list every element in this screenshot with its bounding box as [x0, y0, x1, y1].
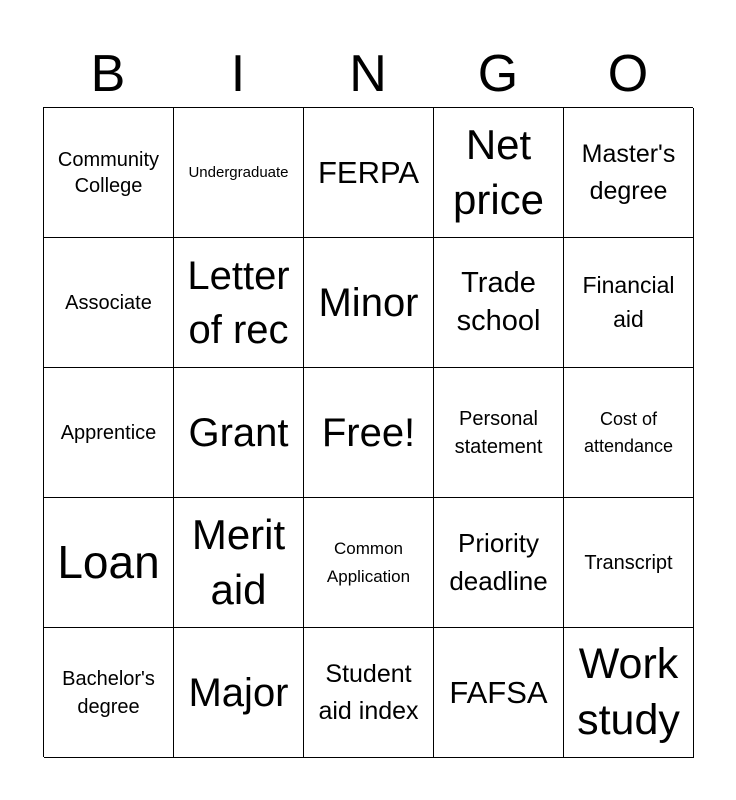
cell-text: Transcript: [584, 551, 673, 574]
bingo-cell-r4c4[interactable]: [434, 498, 564, 628]
cell-text: Minor: [318, 280, 419, 325]
header-letter-o: O: [607, 45, 649, 103]
bingo-cell-r3c2[interactable]: [174, 368, 304, 498]
header-letter-n: N: [349, 45, 387, 103]
cell-text: Net price: [452, 120, 545, 223]
cell-text: Work study: [577, 639, 680, 744]
bingo-cell-r5c2[interactable]: [174, 628, 304, 758]
bingo-cell-r4c1[interactable]: [44, 498, 174, 628]
header-letter-i: I: [230, 45, 246, 103]
bingo-cell-r4c5[interactable]: [564, 498, 694, 628]
cell-text: FAFSA: [449, 674, 548, 710]
cell-text: Financial aid: [582, 272, 675, 332]
bingo-cell-r4c3[interactable]: [304, 498, 434, 628]
bingo-cell-r1c2[interactable]: [174, 108, 304, 238]
bingo-cell-r1c3[interactable]: [304, 108, 434, 238]
bingo-cell-r2c2[interactable]: [174, 238, 304, 368]
bingo-cell-r2c1[interactable]: [44, 238, 174, 368]
cell-text: Undergraduate: [188, 163, 289, 181]
cell-text: Apprentice: [60, 421, 157, 444]
bingo-cell-r2c4[interactable]: [434, 238, 564, 368]
bingo-cell-r1c1[interactable]: [44, 108, 174, 238]
bingo-cell-r3c5[interactable]: [564, 368, 694, 498]
bingo-cell-r3c1[interactable]: [44, 368, 174, 498]
cell-text: FERPA: [317, 154, 420, 190]
cell-text: Community College: [57, 148, 160, 197]
cell-text: Merit aid: [191, 510, 286, 613]
cell-text: Priority deadline: [449, 527, 548, 596]
cell-text: Major: [188, 670, 289, 715]
bingo-cell-r3c3[interactable]: [304, 368, 434, 498]
cell-text: Letter of rec: [187, 253, 290, 352]
cell-text: Trade school: [456, 266, 541, 337]
cell-text: Associate: [65, 291, 152, 314]
bingo-cell-r1c4[interactable]: [434, 108, 564, 238]
cell-text: Loan: [57, 535, 160, 588]
header-letter-b: B: [90, 45, 126, 103]
bingo-cell-r1c5[interactable]: [564, 108, 694, 238]
cell-text: Personal statement: [454, 407, 543, 458]
bingo-cell-r2c5[interactable]: [564, 238, 694, 368]
bingo-cell-r4c2[interactable]: [174, 498, 304, 628]
bingo-cell-r5c4[interactable]: [434, 628, 564, 758]
cell-text: Cost of attendance: [583, 408, 674, 456]
cell-text: Common Application: [326, 539, 411, 586]
header-letter-g: G: [477, 45, 519, 103]
bingo-header: [43, 40, 693, 108]
bingo-board: [43, 107, 693, 757]
cell-text: Bachelor's degree: [62, 667, 155, 718]
bingo-cell-r5c1[interactable]: [44, 628, 174, 758]
cell-text: Master's degree: [581, 140, 676, 205]
bingo-cell-r5c3[interactable]: [304, 628, 434, 758]
bingo-cell-r3c4[interactable]: [434, 368, 564, 498]
bingo-cell-r2c3[interactable]: [304, 238, 434, 368]
cell-text: Free!: [321, 410, 416, 455]
cell-text: Grant: [188, 410, 289, 455]
cell-text: Student aid index: [318, 660, 419, 725]
bingo-cell-r5c5[interactable]: [564, 628, 694, 758]
